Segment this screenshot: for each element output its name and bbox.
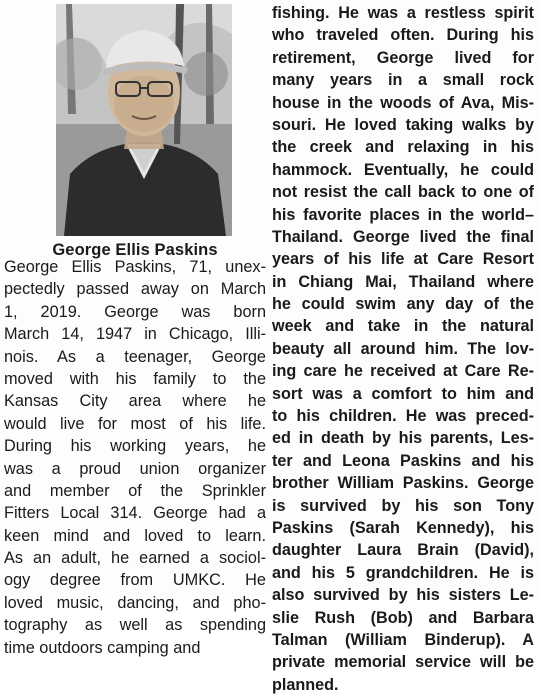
text-line: week and take in the natural	[272, 317, 534, 336]
text-line: and member of the Sprinkler	[4, 481, 266, 500]
text-line: Talman (William Binderup). A	[272, 630, 534, 649]
text-line: nois. As a teenager, George	[4, 347, 266, 366]
text-line: beauty all around him. The lov-	[272, 339, 534, 358]
text-line: was a proud union organizer	[4, 459, 266, 478]
portrait-photo	[56, 4, 232, 236]
text-line: is survived by his son Tony	[272, 496, 534, 515]
text-line: Paskins (Sarah Kennedy), his	[272, 518, 534, 537]
text-line: would live for most of his life.	[4, 414, 266, 433]
text-line: and his 5 grandchildren. He is	[272, 563, 534, 582]
text-line: As an adult, he earned a sociol-	[4, 549, 266, 568]
text-line: 1, 2019. George was born	[4, 302, 266, 321]
text-line: ing care he received at Care Re-	[272, 362, 534, 381]
obituary-text-right	[272, 2, 534, 696]
text-line: also survived by his sisters Le-	[272, 586, 534, 605]
text-line: house in the woods of Ava, Mis-	[272, 93, 534, 112]
obituary-text-left	[4, 256, 266, 659]
text-line: to his children. He was preced-	[272, 407, 534, 426]
text-line: ogy degree from UMKC. He	[4, 571, 266, 590]
text-line: not resist the call back to one of	[272, 183, 534, 202]
text-line: Kansas City area where he	[4, 392, 266, 411]
text-line: daughter Laura Brain (David),	[272, 541, 534, 560]
text-line: who traveled often. During his	[272, 26, 534, 45]
text-line: retirement, George lived for	[272, 48, 534, 67]
text-line: loved music, dancing, and pho-	[4, 593, 266, 612]
text-line: During his working years, he	[4, 437, 266, 456]
text-line: the creek and relaxing in his	[272, 138, 534, 157]
text-line: moved with his family to the	[4, 369, 266, 388]
text-line: slie Rush (Bob) and Barbara	[272, 608, 534, 627]
text-line: tography as well as spending	[4, 616, 266, 635]
text-line: time outdoors camping and	[4, 638, 201, 657]
text-line: fishing. He was a restless spirit	[272, 4, 534, 22]
text-line: his favorite places in the world–	[272, 205, 534, 224]
text-line: years of his life at Care Resort	[272, 250, 534, 269]
text-line: ter and Leona Paskins and his	[272, 451, 534, 470]
text-line: Thailand. George lived the final	[272, 227, 534, 246]
text-line: hammock. Eventually, he could	[272, 160, 534, 179]
text-line: keen mind and loved to learn.	[4, 526, 266, 545]
text-line: he could swim any day of the	[272, 295, 534, 314]
text-line: Fitters Local 314. George had a	[4, 504, 266, 523]
deceased-name-heading: George Ellis Paskins	[52, 241, 218, 259]
text-line: souri. He loved taking walks by	[272, 115, 534, 134]
text-line: many years in a small rock	[272, 71, 534, 90]
text-line: brother William Paskins. George	[272, 474, 534, 493]
text-line: private memorial service will be	[272, 653, 534, 672]
text-line: planned.	[272, 675, 339, 694]
text-line: pectedly passed away on March	[4, 280, 266, 299]
text-line: in Chiang Mai, Thailand where	[272, 272, 534, 291]
text-line: George Ellis Paskins, 71, unex-	[4, 258, 266, 276]
text-line: sort was a comfort to him and	[272, 384, 534, 403]
text-line: ed in death by his parents, Les-	[272, 429, 534, 448]
text-line: March 14, 1947 in Chicago, Illi-	[4, 325, 266, 344]
